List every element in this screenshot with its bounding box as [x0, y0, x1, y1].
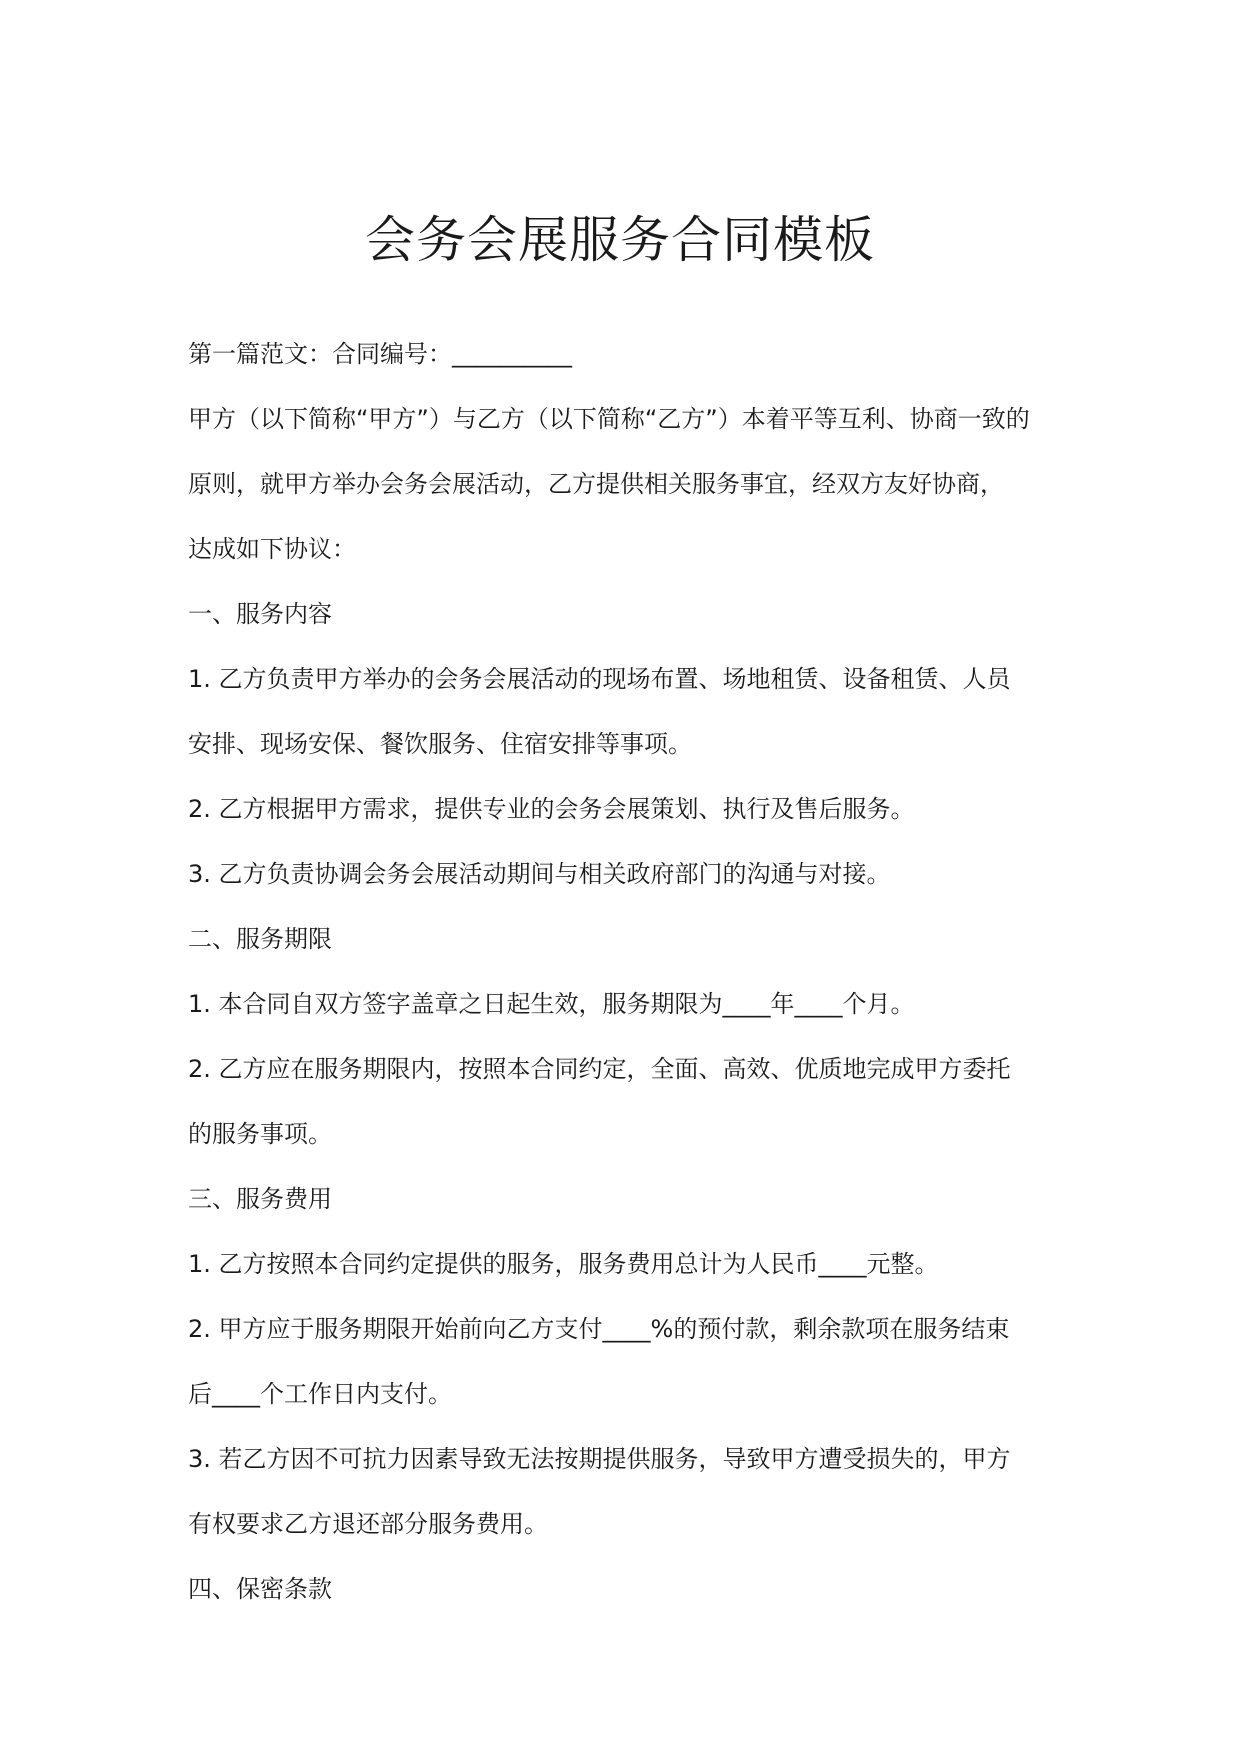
clause-line: 2. 甲方应于服务期限开始前向乙方支付____%的预付款，剩余款项在服务结束: [188, 1315, 1010, 1343]
clause-line: 1. 乙方负责甲方举办的会务会展活动的现场布置、场地租赁、设备租赁、人员: [188, 665, 1011, 693]
contract-number-line: 第一篇范文：合同编号：__________: [188, 340, 572, 368]
section-heading: 一、服务内容: [188, 600, 332, 628]
clause-line: 3. 乙方负责协调会务会展活动期间与相关政府部门的沟通与对接。: [188, 860, 891, 888]
clause-line: 2. 乙方应在服务期限内，按照本合同约定，全面、高效、优质地完成甲方委托: [188, 1055, 1011, 1083]
section-heading: 三、服务费用: [188, 1185, 332, 1213]
document-body: [188, 322, 1058, 1622]
section-heading: 四、保密条款: [188, 1575, 332, 1603]
clause-line: 1. 乙方按照本合同约定提供的服务，服务费用总计为人民币____元整。: [188, 1250, 939, 1278]
clause-line: 后____个工作日内支付。: [188, 1380, 452, 1408]
preamble-line: 甲方（以下简称“甲方”）与乙方（以下简称“乙方”）本着平等互利、协商一致的: [188, 405, 1030, 433]
section-heading: 二、服务期限: [188, 925, 332, 953]
clause-line: 有权要求乙方退还部分服务费用。: [188, 1510, 548, 1538]
preamble-line: 达成如下协议：: [188, 535, 356, 563]
clause-line: 的服务事项。: [188, 1120, 332, 1148]
clause-line: 安排、现场安保、餐饮服务、住宿安排等事项。: [188, 730, 692, 758]
clause-line: 3. 若乙方因不可抗力因素导致无法按期提供服务，导致甲方遭受损失的，甲方: [188, 1445, 1011, 1473]
clause-line: 1. 本合同自双方签字盖章之日起生效，服务期限为____年____个月。: [188, 990, 915, 1018]
document-title: 会务会展服务合同模板: [365, 211, 875, 269]
preamble-line: 原则，就甲方举办会务会展活动，乙方提供相关服务事宜，经双方友好协商，: [188, 470, 1004, 498]
clause-line: 2. 乙方根据甲方需求，提供专业的会务会展策划、执行及售后服务。: [188, 795, 915, 823]
